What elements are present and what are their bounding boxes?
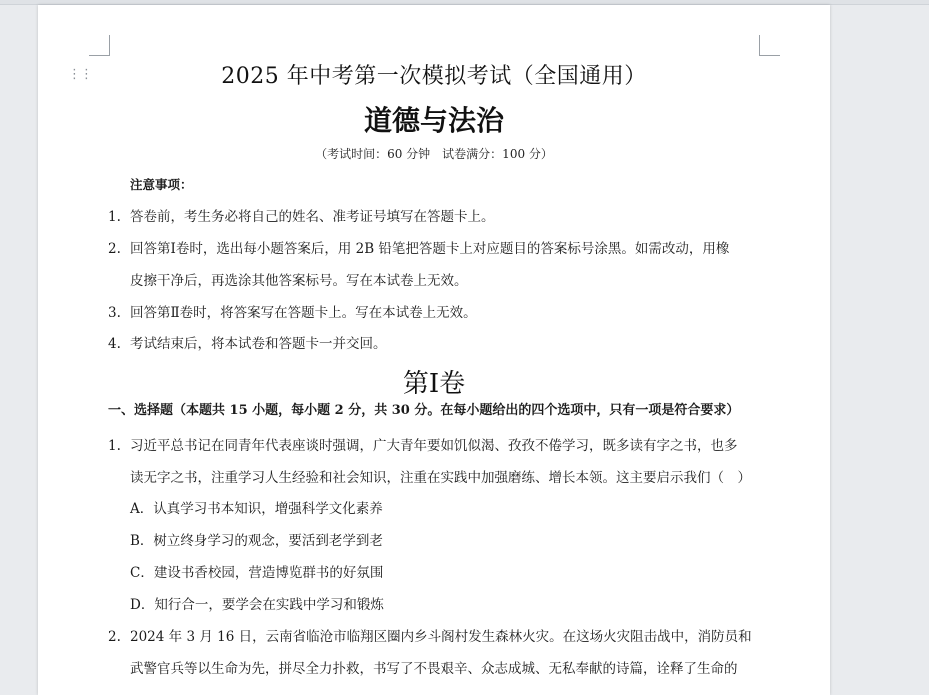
question-text-cont: 读无字之书，注重学习人生经验和社会知识，注重在实践中加强磨练、增长本领。这主要启示我们（ ）	[130, 470, 751, 486]
option-c: C．建设书香校园，营造博览群书的好氛围	[130, 565, 384, 581]
document-page	[38, 5, 830, 695]
drag-handle-icon[interactable]: ⋮⋮	[68, 67, 92, 82]
notice-num: 3.	[108, 305, 121, 321]
notice-text: 回答第Ⅱ卷时，将答案写在答题卡上。写在本试卷上无效。	[130, 305, 477, 321]
notice-text: 回答第Ⅰ卷时，选出每小题答案后，用 2B 铅笔把答题卡上对应题目的答案标号涂黑。如需改动，用橡	[130, 241, 730, 257]
option-b: B．树立终身学习的观念，要活到老学到老	[130, 533, 383, 549]
notice-text-cont: 皮擦干净后，再选涂其他答案标号。写在本试卷上无效。	[130, 273, 468, 289]
question-text-cont: 武警官兵等以生命为先，拼尽全力扑救，书写了不畏艰辛、众志成城、无私奉献的诗篇，诠释了生命的	[130, 661, 738, 677]
question-2	[108, 628, 752, 646]
part-heading: 第Ⅰ卷	[402, 369, 466, 399]
notice-item-1	[108, 208, 495, 226]
question-num: 1.	[108, 438, 121, 454]
notice-item-2	[108, 240, 729, 258]
option-a: A．认真学习书本知识，增强科学文化素养	[130, 501, 383, 517]
notice-text: 考试结束后，将本试卷和答题卡一并交回。	[130, 336, 387, 352]
question-num: 2.	[108, 629, 121, 645]
question-text: 习近平总书记在同青年代表座谈时强调，广大青年要如饥似渴、孜孜不倦学习，既多读有字之书，也多	[130, 438, 738, 454]
notice-item-3	[108, 304, 477, 322]
exam-subject: 道德与法治	[363, 104, 504, 137]
exam-title: 2025 年中考第一次模拟考试（全国通用）	[221, 64, 647, 89]
notice-item-4	[108, 335, 387, 353]
notice-num: 2.	[108, 241, 121, 257]
notice-num: 4.	[108, 336, 121, 352]
question-1	[108, 437, 738, 455]
option-d: D．知行合一，要学会在实践中学习和锻炼	[130, 597, 384, 613]
notice-heading: 注意事项：	[130, 177, 193, 192]
crop-mark-top-left	[89, 35, 110, 56]
section-heading: 一、选择题（本题共 15 小题，每小题 2 分，共 30 分。在每小题给出的四个选项中，只有一项是符合要求）	[108, 403, 740, 418]
crop-mark-top-right	[759, 35, 780, 56]
notice-num: 1.	[108, 209, 121, 225]
exam-meta: （考试时间：60 分钟 试卷满分：100 分）	[315, 147, 553, 161]
notice-text: 答卷前，考生务必将自己的姓名、准考证号填写在答题卡上。	[130, 209, 495, 225]
question-text: 2024 年 3 月 16 日，云南省临沧市临翔区圈内乡斗阁村发生森林火灾。在这场火灾阻击战中，消防员和	[130, 629, 752, 645]
